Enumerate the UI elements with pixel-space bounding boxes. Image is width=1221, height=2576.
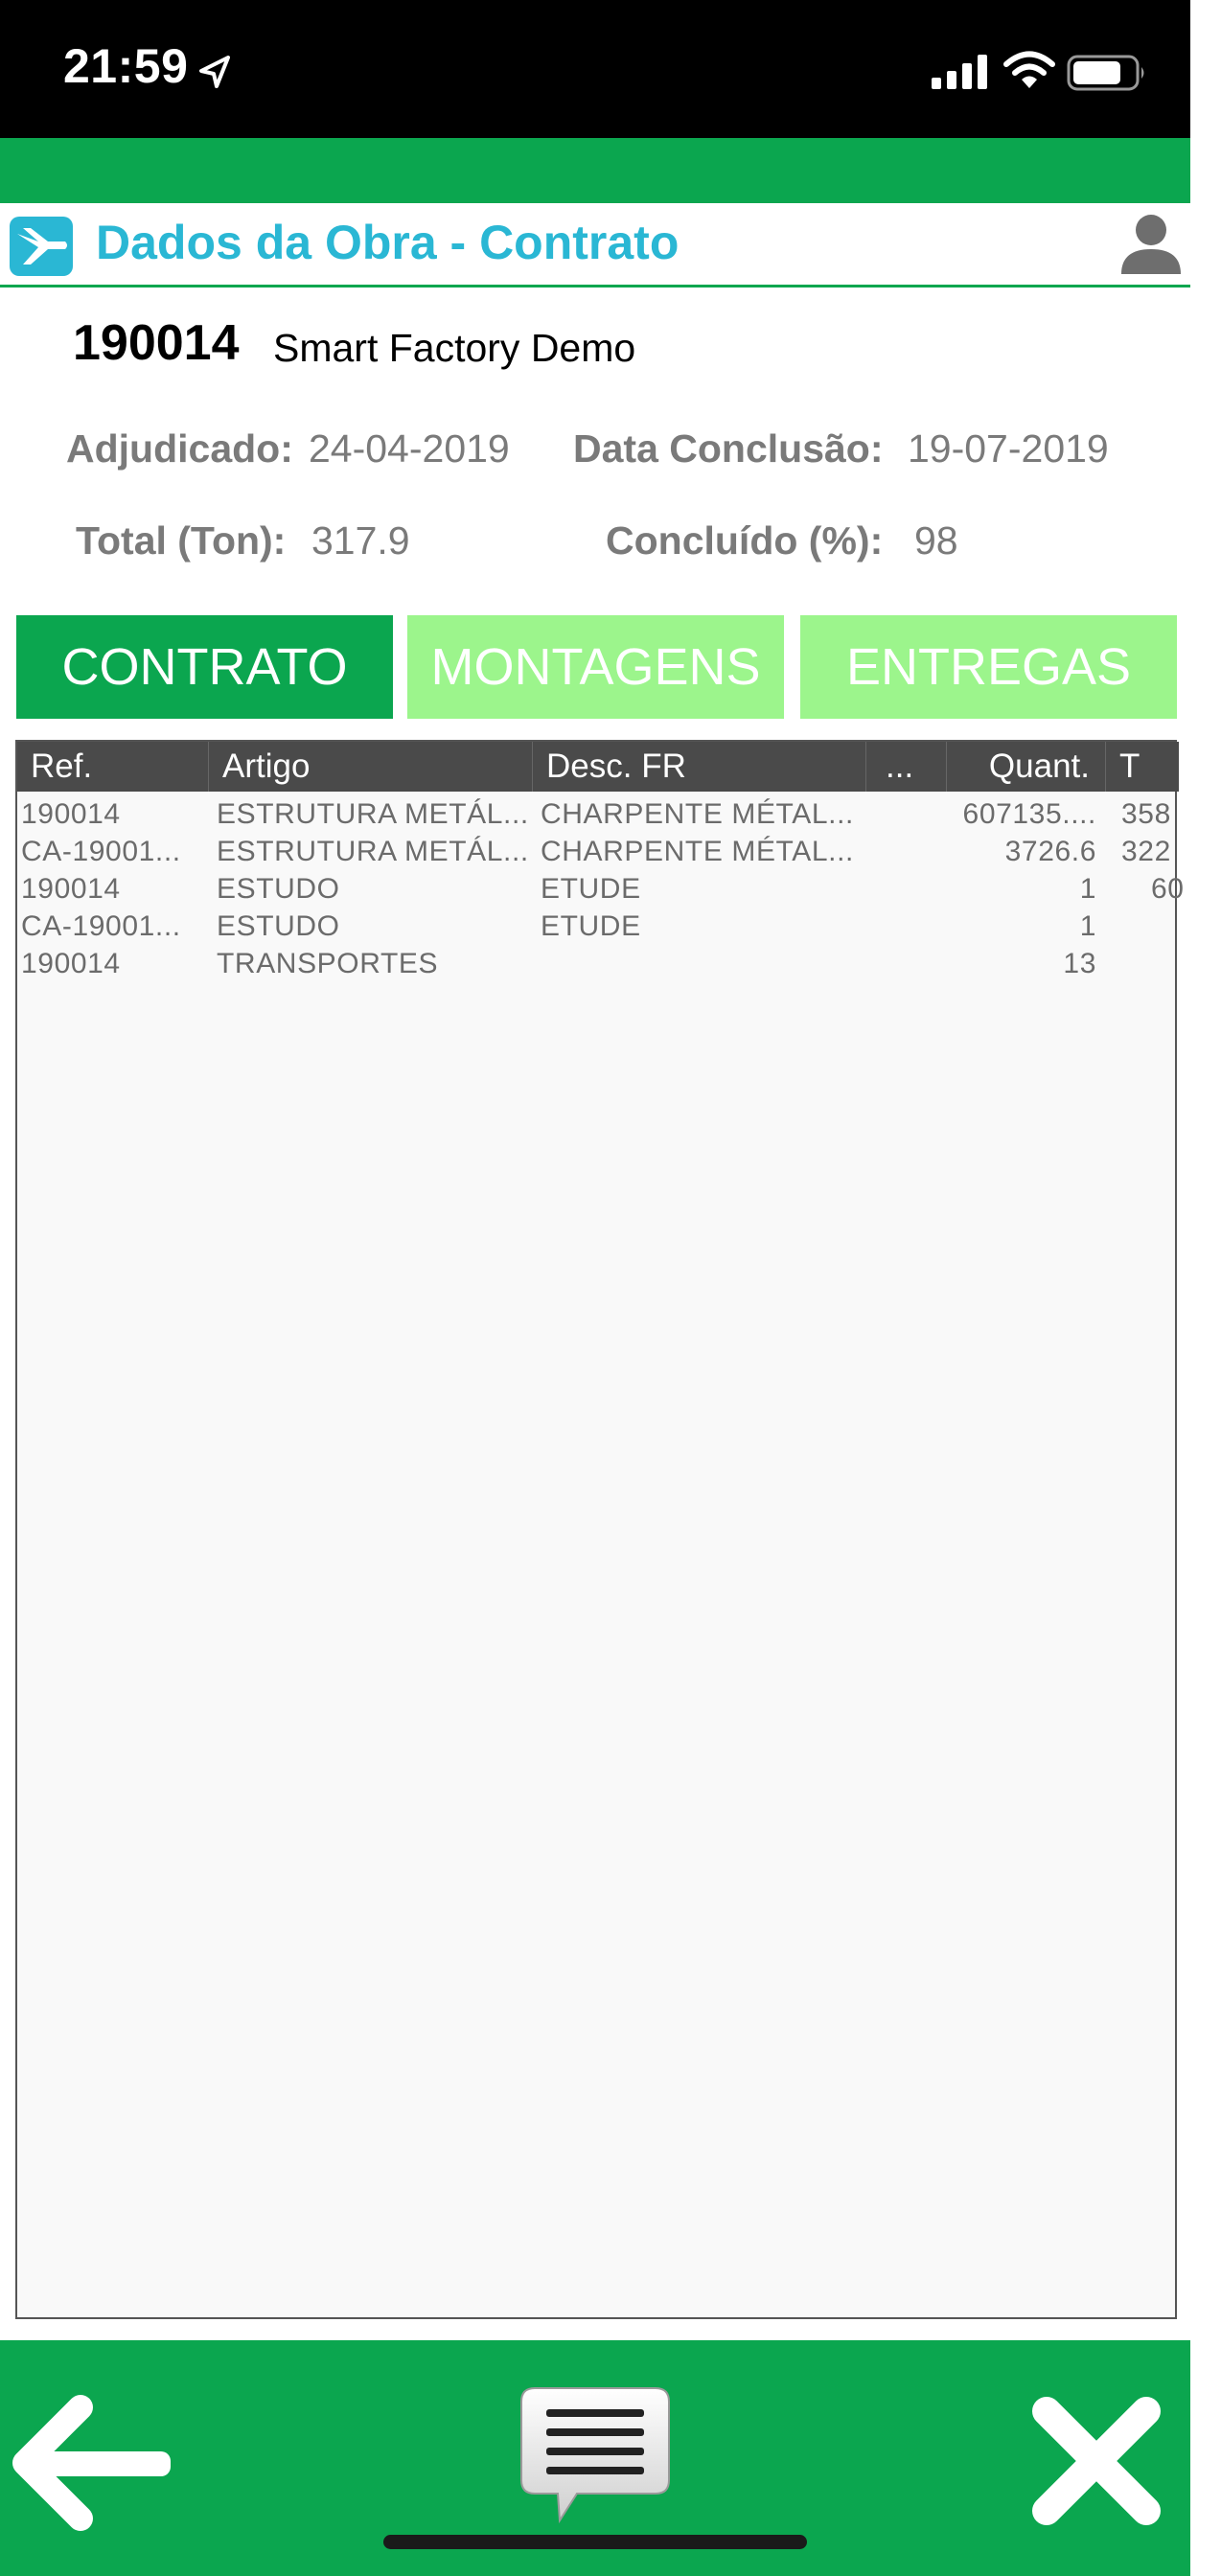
- cell-quant: 13: [1063, 948, 1096, 979]
- cell-quant: 1: [1079, 910, 1096, 942]
- cell-quant: 3726.6: [1004, 836, 1096, 867]
- plane-logo-icon: [10, 217, 73, 276]
- cell-ref: 190014: [21, 948, 121, 979]
- table-row[interactable]: [17, 870, 1185, 908]
- column-header-quant[interactable]: Quant.: [947, 742, 1106, 792]
- conclusao-label: Data Conclusão:: [573, 426, 884, 471]
- column-header-ref[interactable]: Ref.: [17, 742, 209, 792]
- cell-quant: 607135....: [962, 798, 1096, 830]
- cell-next: 358: [1121, 798, 1171, 830]
- total-label: Total (Ton):: [76, 518, 287, 563]
- table-row[interactable]: [17, 908, 1179, 945]
- cell-artigo: TRANSPORTES: [217, 948, 439, 979]
- column-header-more[interactable]: ...: [866, 742, 947, 792]
- cell-artigo: ESTRUTURA METÁL...: [217, 798, 529, 830]
- cell-next: [1121, 945, 1179, 982]
- cell-artigo: ESTUDO: [217, 873, 340, 905]
- cell-ref: CA-19001...: [21, 910, 181, 942]
- table-row[interactable]: [17, 945, 1179, 982]
- concluido-value: 98: [914, 518, 958, 563]
- table-header: [17, 742, 1179, 792]
- total-value: 317.9: [311, 518, 410, 563]
- contract-table[interactable]: [15, 740, 1185, 2319]
- table-row[interactable]: [17, 833, 1179, 870]
- tab-montagens[interactable]: MONTAGENS: [407, 615, 784, 719]
- cell-extra: [868, 795, 945, 833]
- cell-extra: [868, 945, 945, 982]
- cell-ref: 190014: [21, 798, 121, 830]
- obra-number: 190014: [73, 315, 240, 371]
- obra-name: Smart Factory Demo: [273, 326, 636, 370]
- cell-extra: [868, 870, 945, 908]
- adjudicado-value: 24-04-2019: [309, 426, 510, 471]
- status-time: 21:59: [63, 39, 189, 93]
- column-header-artigo[interactable]: Artigo: [209, 742, 533, 792]
- cell-desc-fr: [541, 945, 862, 982]
- cell-desc-fr: ETUDE: [541, 910, 641, 942]
- arrow-left-icon[interactable]: [13, 2396, 176, 2530]
- home-indicator: [383, 2535, 807, 2549]
- tab-entregas[interactable]: ENTREGAS: [800, 615, 1177, 719]
- cell-desc-fr: CHARPENTE MÉTAL...: [541, 798, 854, 830]
- cell-extra: [868, 833, 945, 870]
- column-header-next[interactable]: T: [1119, 748, 1140, 785]
- cell-quant: 1: [1079, 873, 1096, 905]
- column-header-desc-fr[interactable]: Desc. FR: [533, 742, 866, 792]
- cell-desc-fr: CHARPENTE MÉTAL...: [541, 836, 854, 867]
- conclusao-value: 19-07-2019: [908, 426, 1109, 471]
- cell-desc-fr: ETUDE: [541, 873, 641, 905]
- battery-icon: [1067, 54, 1147, 92]
- menu-chat-icon[interactable]: [518, 2384, 673, 2528]
- user-icon[interactable]: [1119, 211, 1183, 276]
- wifi-icon: [1003, 52, 1055, 90]
- cellular-signal-icon: [932, 55, 987, 89]
- status-bar: [0, 0, 1190, 138]
- title-bar: [0, 203, 1190, 288]
- page-title: Dados da Obra - Contrato: [96, 216, 680, 269]
- cell-next: [1121, 908, 1179, 945]
- cell-artigo: ESTUDO: [217, 910, 340, 942]
- cell-next: 60: [1151, 873, 1185, 905]
- cell-ref: 190014: [21, 873, 121, 905]
- close-x-icon[interactable]: [1029, 2394, 1163, 2528]
- table-row[interactable]: [17, 795, 1179, 833]
- top-band: [0, 138, 1190, 203]
- cell-artigo: ESTRUTURA METÁL...: [217, 836, 529, 867]
- location-arrow-icon: [196, 54, 234, 92]
- adjudicado-label: Adjudicado:: [66, 426, 293, 471]
- tab-contrato[interactable]: CONTRATO: [16, 615, 393, 719]
- cell-ref: CA-19001...: [21, 836, 181, 867]
- concluido-label: Concluído (%):: [606, 518, 884, 563]
- cell-next: 322: [1121, 836, 1171, 867]
- cell-extra: [868, 908, 945, 945]
